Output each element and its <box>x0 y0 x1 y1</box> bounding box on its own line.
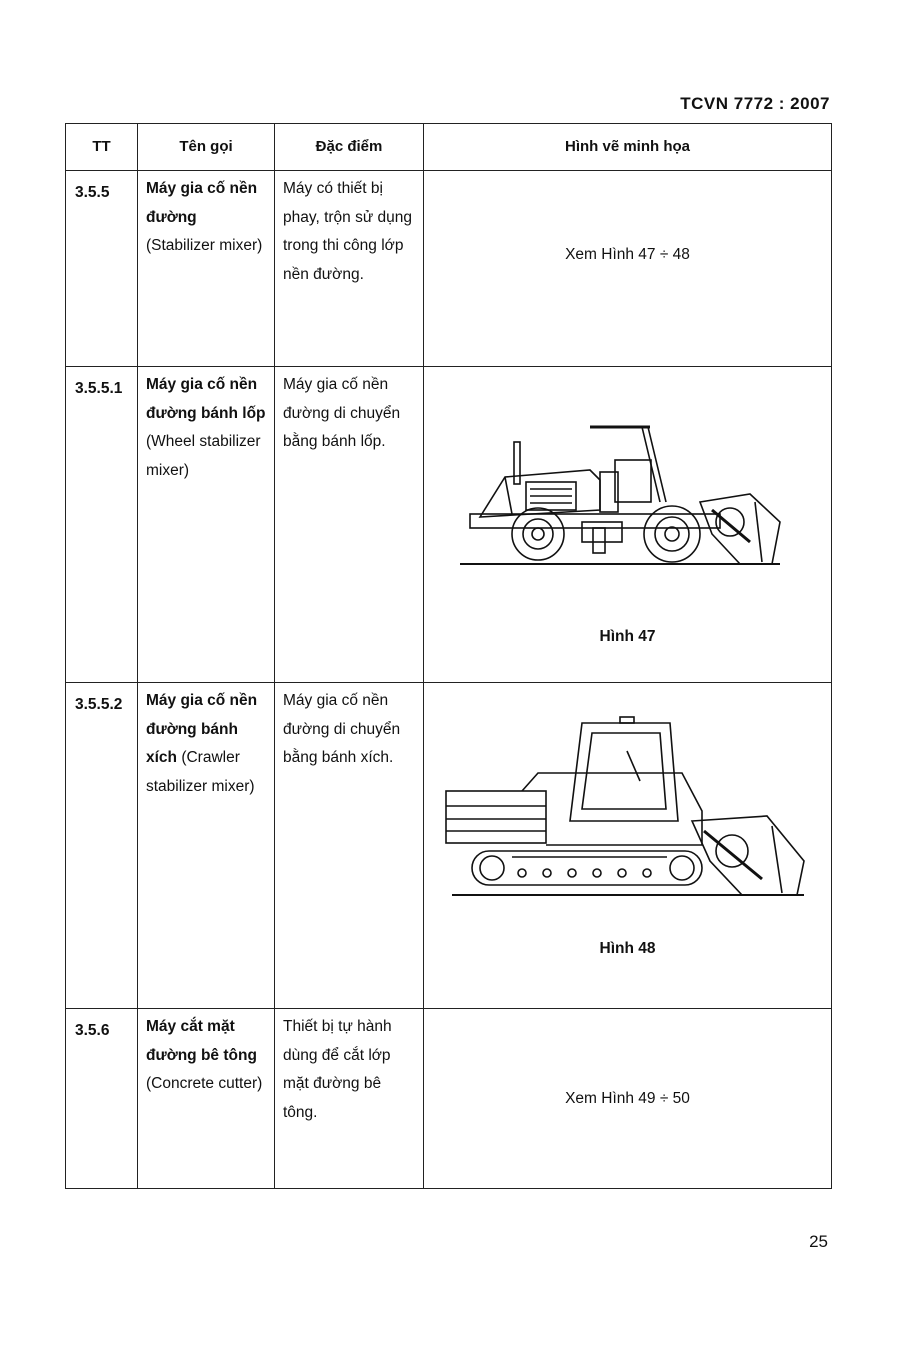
row-illustration <box>424 171 832 367</box>
figure-reference: Xem Hình 47 ÷ 48 <box>565 246 690 263</box>
standard-code: TCVN 7772 : 2007 <box>680 94 830 113</box>
table-header-row <box>66 124 832 171</box>
row-features: Máy có thiết bị phay, trộn sử dụng trong thi công lớp nền đường. <box>275 171 424 367</box>
table-row <box>66 171 832 367</box>
row-name <box>138 171 275 367</box>
header-name: Tên gọi <box>138 124 275 171</box>
figure-caption: Hình 48 <box>599 940 656 957</box>
header-tt: TT <box>66 124 138 171</box>
header-features: Đặc điểm <box>275 124 424 171</box>
specification-table <box>65 123 832 1189</box>
row-name-en: (Crawler stabilizer mixer) <box>146 749 255 795</box>
row-number: 3.5.6 <box>66 1009 138 1189</box>
row-illustration <box>424 367 832 683</box>
header-illustration: Hình vẽ minh họa <box>424 124 832 171</box>
row-number: 3.5.5 <box>66 171 138 367</box>
wheel-stabilizer-mixer-icon <box>450 422 790 572</box>
figure-reference: Xem Hình 49 ÷ 50 <box>565 1090 690 1107</box>
row-name-vi: Máy gia cố nền đường bánh xích <box>146 692 258 766</box>
table-row <box>66 367 832 683</box>
row-features: Máy gia cố nền đường di chuyển bằng bánh xích. <box>275 683 424 1009</box>
row-name-en: (Wheel stabilizer mixer) <box>146 433 261 479</box>
row-name <box>138 1009 275 1189</box>
row-name <box>138 683 275 1009</box>
table-row <box>66 1009 832 1189</box>
row-name-vi: Máy gia cố nền đường bánh lốp <box>146 376 266 422</box>
row-number: 3.5.5.1 <box>66 367 138 683</box>
row-illustration <box>424 683 832 1009</box>
row-features: Máy gia cố nền đường di chuyển bằng bánh lốp. <box>275 367 424 683</box>
page-number: 25 <box>809 1232 828 1251</box>
table-row <box>66 683 832 1009</box>
crawler-stabilizer-mixer-icon <box>442 711 814 901</box>
row-name-vi: Máy gia cố nền đường <box>146 180 258 226</box>
row-name-vi: Máy cắt mặt đường bê tông <box>146 1018 257 1064</box>
row-name-en: (Concrete cutter) <box>146 1075 263 1092</box>
row-name-en: (Stabilizer mixer) <box>146 237 263 254</box>
row-name <box>138 367 275 683</box>
row-number: 3.5.5.2 <box>66 683 138 1009</box>
row-features: Thiết bị tự hành dùng để cắt lớp mặt đường bê tông. <box>275 1009 424 1189</box>
row-illustration <box>424 1009 832 1189</box>
figure-caption: Hình 47 <box>599 628 656 645</box>
